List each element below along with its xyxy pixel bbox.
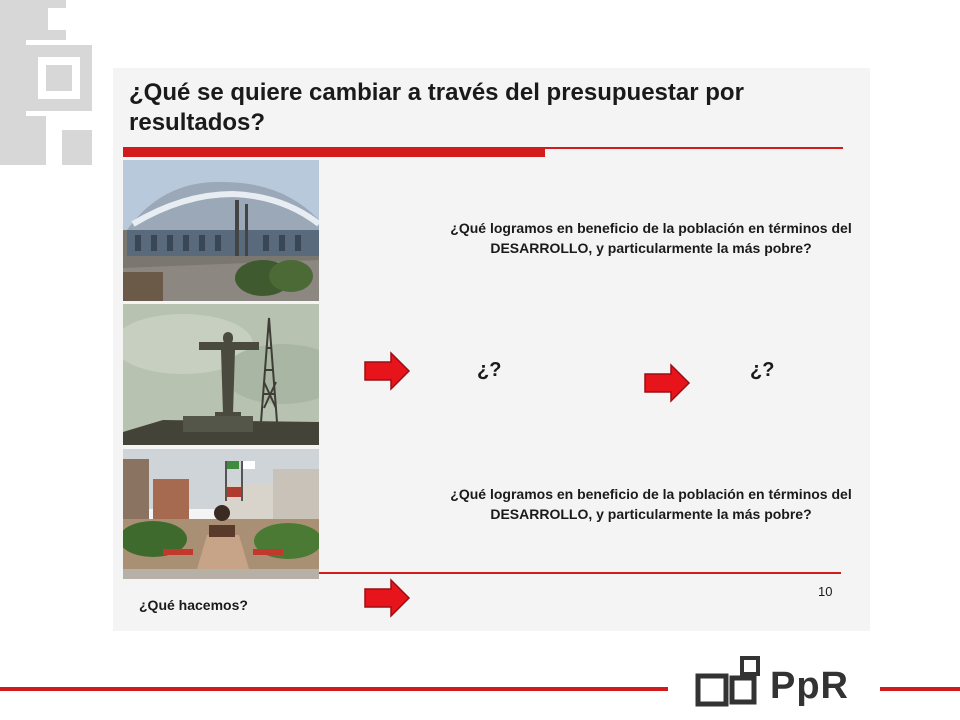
ppr-logo-text: PpR — [770, 665, 849, 707]
arrow-right-icon — [643, 363, 691, 403]
ppr-logo — [694, 656, 864, 712]
arrow-right-icon — [363, 351, 411, 391]
unknown-result-2: ¿? — [750, 359, 775, 381]
question-bottom: ¿Qué logramos en beneficio de la población en términos del DESARROLLO, y particularmente la más pobre? — [450, 486, 852, 522]
slide-title: ¿Qué se quiere cambiar a través del presupuestar por resultados? — [129, 79, 744, 136]
page-number: 10 — [818, 584, 833, 599]
footer-line — [0, 687, 668, 691]
corner-decoration — [0, 0, 92, 165]
slide — [113, 68, 870, 631]
arrow-right-icon — [363, 578, 411, 618]
title-rule-accent — [123, 149, 545, 157]
bottom-rule — [319, 572, 841, 574]
ppr-logo-mark-icon — [694, 656, 768, 712]
footer-line — [880, 687, 960, 691]
what-we-do-label: ¿Qué hacemos? — [139, 597, 248, 613]
stadium-photo — [123, 160, 319, 301]
plaza-photo — [123, 449, 319, 579]
statue-photo — [123, 304, 319, 445]
unknown-result-1: ¿? — [477, 359, 502, 381]
question-top: ¿Qué logramos en beneficio de la población en términos del DESARROLLO, y particularmente la más pobre? — [450, 220, 852, 256]
